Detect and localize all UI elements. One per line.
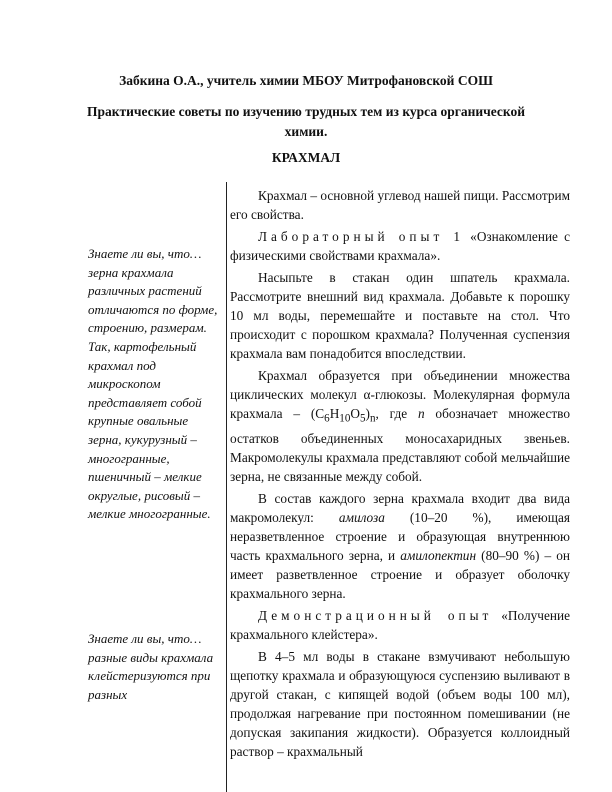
page-title: КРАХМАЛ [271, 150, 341, 165]
paragraph-intro: Крахмал – основной углевод нашей пищи. Рассмотрим его свойства. [230, 188, 570, 222]
lab-title: «Ознакомление с физическими свойствами крахмала». [230, 229, 570, 263]
paragraph-lab-steps: Насыпьте в стакан один шпатель крахмала. Рассмотрите внешний вид крахмала. Добавьте к порошку 10 мл воды, перемешайте и поставьте на стол. Что происходит с порошком крахмала? Полученная суспензия крахмала вам понадобится впоследствии. [230, 270, 570, 361]
term-amylopectin: амилопектин [400, 547, 477, 563]
side-note-grains: Знаете ли вы, что… зерна крахмала различных растений отличаются по форме, строению, размерам. Так, картофельный крахмал под микроскопом представляет собой крупные овальные зерна, кукурузный – многогранные, пшеничный – мелкие округлые, рисовый – мелкие многогранные. [88, 246, 218, 522]
document-subtitle: Практические советы по изучению трудных тем из курса органической химии. [86, 104, 526, 139]
lab-label: Лабораторный опыт 1 [258, 229, 465, 244]
paragraph-demo-steps: В 4–5 мл воды в стакане взмучивают небольшую щепотку крахмала и образующуюся суспензию выливают в другой стакан, с кипящей водой (объем воды 100 мл), продолжая нагревание при постоянном помешивании (не допуская закипания жидкости). Образуется коллоидный раствор – крахмальный [230, 648, 570, 759]
main-text [230, 186, 570, 764]
paragraph-lab-title [230, 227, 570, 265]
paragraph-composition: В состав каждого зерна крахмала входит два вида макромолекул: амилоза (10–20 %), имеющая неразветвленное строение и образующая внутреннюю часть крахмального зерна, и амилопектин (80–90 %) – он имеет разветвленное строение и образует оболочку крахмального зерна. [230, 490, 570, 601]
author-line: Забкина О.А., учитель химии МБОУ Митрофановской СОШ [119, 73, 493, 88]
demo-title: «Получение крахмального клейстера». [230, 607, 571, 642]
column-divider [226, 182, 227, 792]
demo-label: Демонстрационный опыт [258, 607, 493, 623]
side-note-gelatinization: Знаете ли вы, что… разные виды крахмала клейстеризуются при разных [88, 631, 214, 702]
paragraph-formula: Крахмал образуется при объединении множества циклических молекул α-глюкозы. Молекулярная формула крахмала – $(C_6H_{10}O_5)_n$, где n обозначает множество остатков объединенных моносахаридных звеньев. Макромолекулы крахмала представляют собой мельчайшие зерна, не связанные между собой. [230, 368, 570, 484]
paragraph-demo-title [230, 606, 570, 644]
term-amylose: амилоза [338, 509, 385, 525]
